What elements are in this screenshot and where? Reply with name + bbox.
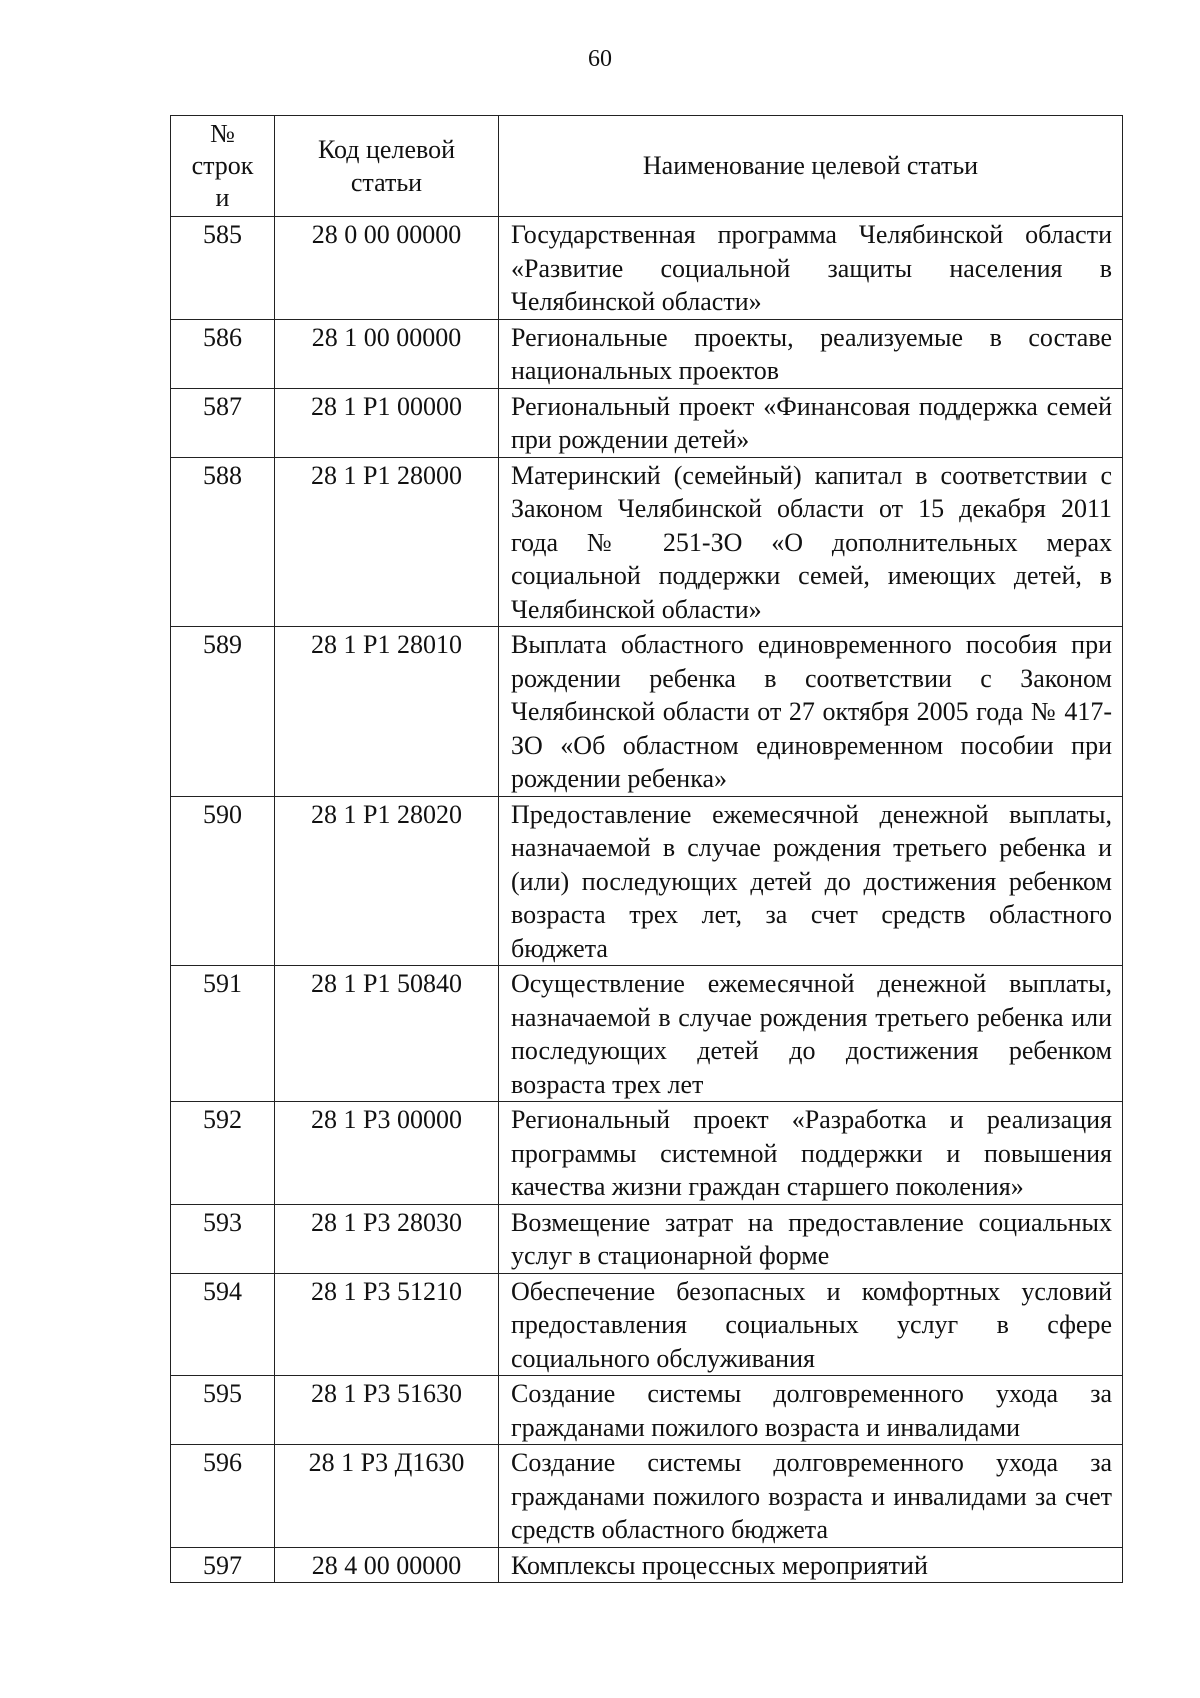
header-target-code-line-1: Код целевой <box>317 134 455 164</box>
row-number: 586 <box>171 319 275 388</box>
target-code: 28 1 Р1 00000 <box>275 388 499 457</box>
row-number: 596 <box>171 1445 275 1548</box>
target-name: Комплексы процессных мероприятий <box>499 1547 1123 1583</box>
target-code: 28 1 Р3 51630 <box>275 1376 499 1445</box>
table-row <box>171 627 1123 797</box>
target-name: Региональный проект «Разработка и реализация программы системной поддержки и повышения качества жизни граждан старшего поколения» <box>499 1102 1123 1205</box>
target-name: Создание системы долговременного ухода за гражданами пожилого возраста и инвалидами за счет средств областного бюджета <box>499 1445 1123 1548</box>
table-row <box>171 1273 1123 1376</box>
target-name: Материнский (семейный) капитал в соответствии с Законом Челябинской области от 15 декабря 2011 года № 251-ЗО «О дополнительных мерах социальной поддержки семей, имеющих детей, в Челябинской области» <box>499 457 1123 627</box>
header-row-number <box>171 116 275 217</box>
row-number: 592 <box>171 1102 275 1205</box>
page-number: 60 <box>588 46 612 72</box>
header-row-number-line-3: и <box>215 183 230 212</box>
table-row <box>171 796 1123 966</box>
row-number: 587 <box>171 388 275 457</box>
target-name: Государственная программа Челябинской области «Развитие социальной защиты населения в Челябинской области» <box>499 217 1123 320</box>
table-row <box>171 966 1123 1102</box>
table-row <box>171 1102 1123 1205</box>
target-code: 28 1 Р1 50840 <box>275 966 499 1102</box>
row-number: 590 <box>171 796 275 966</box>
table-row <box>171 1204 1123 1273</box>
header-row-number-line-1: № <box>210 119 235 148</box>
table-row <box>171 457 1123 627</box>
target-code: 28 1 Р1 28000 <box>275 457 499 627</box>
table-row <box>171 1376 1123 1445</box>
header-target-code-line-2: статьи <box>350 168 423 197</box>
target-name: Региональный проект «Финансовая поддержка семей при рождении детей» <box>499 388 1123 457</box>
row-number: 593 <box>171 1204 275 1273</box>
header-target-code <box>275 116 499 217</box>
header-target-name: Наименование целевой статьи <box>499 116 1123 217</box>
target-name: Осуществление ежемесячной денежной выплаты, назначаемой в случае рождения третьего ребенка или последующих детей до достижения ребенком возраста трех лет <box>499 966 1123 1102</box>
table-row <box>171 1547 1123 1583</box>
table-row <box>171 1445 1123 1548</box>
target-code: 28 1 Р3 28030 <box>275 1204 499 1273</box>
target-code: 28 1 Р3 51210 <box>275 1273 499 1376</box>
target-code: 28 1 Р1 28020 <box>275 796 499 966</box>
target-articles-table <box>170 115 1123 1583</box>
target-name: Создание системы долговременного ухода за гражданами пожилого возраста и инвалидами <box>499 1376 1123 1445</box>
row-number: 594 <box>171 1273 275 1376</box>
row-number: 588 <box>171 457 275 627</box>
row-number: 589 <box>171 627 275 797</box>
row-number: 595 <box>171 1376 275 1445</box>
table-row <box>171 319 1123 388</box>
target-name: Возмещение затрат на предоставление социальных услуг в стационарной форме <box>499 1204 1123 1273</box>
row-number: 591 <box>171 966 275 1102</box>
header-row-number-line-2: строк <box>191 151 254 180</box>
target-name: Обеспечение безопасных и комфортных условий предоставления социальных услуг в сфере социального обслуживания <box>499 1273 1123 1376</box>
target-code: 28 0 00 00000 <box>275 217 499 320</box>
target-name: Предоставление ежемесячной денежной выплаты, назначаемой в случае рождения третьего ребенка и (или) последующих детей до достижения ребенком возраста трех лет, за счет средств областного бюджета <box>499 796 1123 966</box>
target-code: 28 1 Р1 28010 <box>275 627 499 797</box>
target-code: 28 1 00 00000 <box>275 319 499 388</box>
target-code: 28 1 Р3 00000 <box>275 1102 499 1205</box>
table-header-row <box>171 116 1123 217</box>
target-code: 28 1 Р3 Д1630 <box>275 1445 499 1548</box>
row-number: 585 <box>171 217 275 320</box>
table-row <box>171 217 1123 320</box>
target-code: 28 4 00 00000 <box>275 1547 499 1583</box>
table-row <box>171 388 1123 457</box>
target-name: Региональные проекты, реализуемые в составе национальных проектов <box>499 319 1123 388</box>
target-name: Выплата областного единовременного пособия при рождении ребенка в соответствии с Законом Челябинской области от 27 октября 2005 года № 417-ЗО «Об областном единовременном пособии при рождении ребенка» <box>499 627 1123 797</box>
row-number: 597 <box>171 1547 275 1583</box>
